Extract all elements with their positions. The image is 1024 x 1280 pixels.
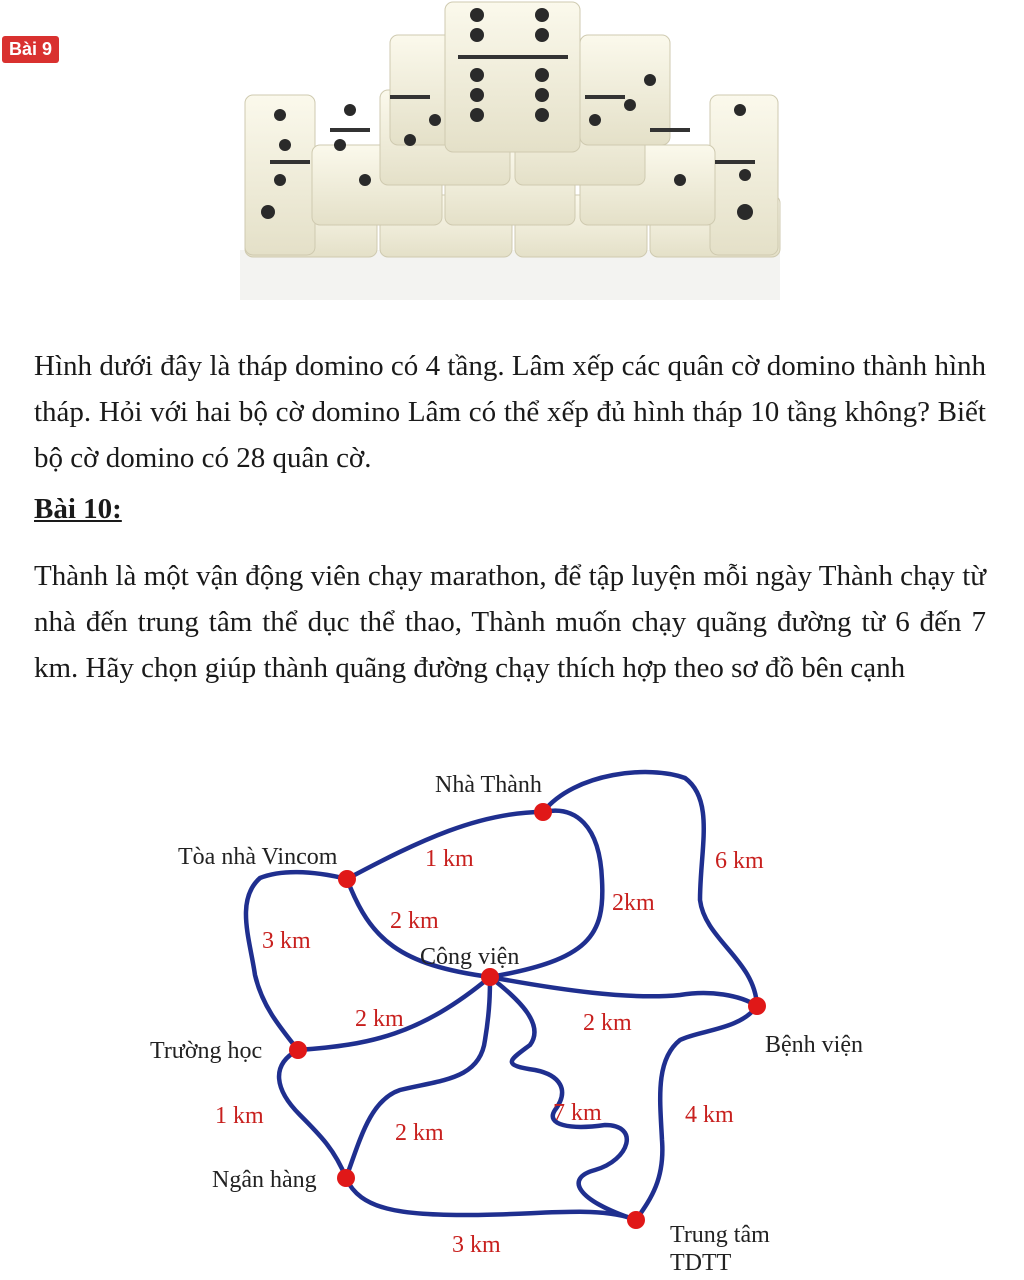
distance-truonghoc-nganhang: 1 km: [215, 1103, 264, 1129]
label-nha-thanh: Nhà Thành: [435, 772, 542, 798]
exercise-badge: Bài 9: [2, 36, 59, 63]
label-cong-vien: Công viện: [420, 944, 520, 970]
distance-truonghoc-congvien: 2 km: [355, 1006, 404, 1032]
route-congvien-benhvien: [490, 977, 757, 1006]
distance-congvien-benhvien: 2 km: [583, 1010, 632, 1036]
label-vincom: Tòa nhà Vincom: [178, 844, 338, 870]
route-vincom-truonghoc: [246, 872, 347, 1050]
node-benh-vien: [748, 997, 766, 1015]
distance-vincom-truonghoc: 3 km: [262, 928, 311, 954]
node-truong-hoc: [289, 1041, 307, 1059]
label-trung-tam: Trung tâm: [670, 1222, 770, 1248]
route-map-diagram: [0, 740, 1024, 1280]
problem-9-text: Hình dưới đây là tháp domino có 4 tầng. Lâm xếp các quân cờ domino thành hình tháp. Hỏi với hai bộ cờ domino Lâm có thể xếp đủ hình tháp 10 tầng không? Biết bộ cờ domino có 28 quân cờ.: [34, 350, 986, 474]
label-truong-hoc: Trường học: [150, 1038, 263, 1064]
problem-10-title: Bài 10:: [34, 493, 122, 525]
distance-benhvien-trungtam: 4 km: [685, 1102, 734, 1128]
domino-tower-image: [240, 0, 785, 305]
distance-vincom-congvien: 2 km: [390, 908, 439, 934]
distance-congvien-trungtam: 7 km: [553, 1100, 602, 1126]
node-nha-thanh: [534, 803, 552, 821]
node-cong-vien: [481, 968, 499, 986]
route-truonghoc-nganhang: [279, 1050, 346, 1178]
problem-10-text: Thành là một vận động viên chạy marathon, để tập luyện mỗi ngày Thành chạy từ nhà đến trung tâm thể dục thể thao, Thành muốn chạy quãng đường từ 6 đến 7 km. Hãy chọn giúp thành quãng đường chạy thích hợp theo sơ đồ bên cạnh: [34, 560, 986, 684]
label-ngan-hang: Ngân hàng: [212, 1167, 317, 1193]
label-tdtt: TDTT: [670, 1250, 732, 1276]
node-trung-tam: [627, 1211, 645, 1229]
distance-nhathanh-congvien: 2km: [612, 890, 655, 916]
distance-nganhang-congvien: 2 km: [395, 1120, 444, 1146]
distance-nhathanh-benhvien: 6 km: [715, 848, 764, 874]
label-benh-vien: Bệnh viện: [765, 1032, 863, 1058]
node-ngan-hang: [337, 1169, 355, 1187]
distance-nganhang-trungtam: 3 km: [452, 1232, 501, 1258]
node-vincom: [338, 870, 356, 888]
distance-vincom-nhathanh: 1 km: [425, 846, 474, 872]
